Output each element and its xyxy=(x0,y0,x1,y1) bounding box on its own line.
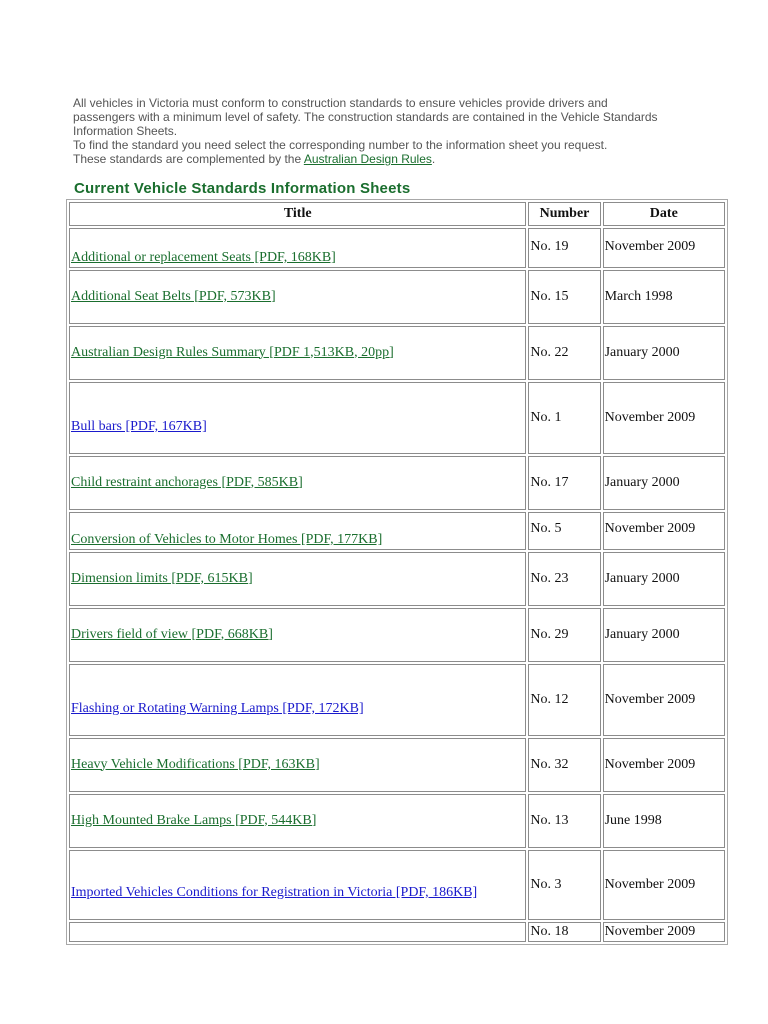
date-cell: January 2000 xyxy=(603,326,725,380)
date-cell: November 2009 xyxy=(603,228,725,268)
sheet-link[interactable]: Conversion of Vehicles to Motor Homes [PDF, 177KB] xyxy=(71,532,383,547)
number-cell: No. 5 xyxy=(528,512,600,550)
date-cell: November 2009 xyxy=(603,738,725,792)
table-row xyxy=(69,270,725,324)
number-cell: No. 23 xyxy=(528,552,600,606)
table-row xyxy=(69,228,725,268)
table-row xyxy=(69,608,725,662)
title-cell xyxy=(69,552,526,606)
table-row xyxy=(69,552,725,606)
sheet-link[interactable]: Child restraint anchorages [PDF, 585KB] xyxy=(71,474,303,490)
title-cell xyxy=(69,326,526,380)
sheet-link[interactable]: Drivers field of view [PDF, 668KB] xyxy=(71,626,273,642)
title-column-header: Title xyxy=(69,202,526,226)
intro-line-1: All vehicles in Victoria must conform to construction standards to ensure vehicles provide drivers and passengers with a minimum level of safety. The construction standards are contained in the Vehicle Standards Information Sheets. xyxy=(73,96,658,138)
number-cell: No. 3 xyxy=(528,850,600,920)
date-cell: November 2009 xyxy=(603,664,725,736)
sheet-link[interactable]: Additional Seat Belts [PDF, 573KB] xyxy=(71,288,276,304)
title-cell xyxy=(69,382,526,454)
table-header-row xyxy=(69,202,725,226)
number-cell: No. 18 xyxy=(528,922,600,942)
sheet-link[interactable]: Additional or replacement Seats [PDF, 168KB] xyxy=(71,250,336,265)
number-cell: No. 1 xyxy=(528,382,600,454)
standards-table xyxy=(66,199,728,945)
title-cell xyxy=(69,512,526,550)
sheet-link[interactable]: Australian Design Rules Summary [PDF 1,513KB, 20pp] xyxy=(71,344,394,360)
number-cell: No. 13 xyxy=(528,794,600,848)
number-cell: No. 29 xyxy=(528,608,600,662)
date-cell: June 1998 xyxy=(603,794,725,848)
number-cell: No. 17 xyxy=(528,456,600,510)
date-cell: January 2000 xyxy=(603,552,725,606)
table-row xyxy=(69,326,725,380)
sheet-link[interactable]: Heavy Vehicle Modifications [PDF, 163KB] xyxy=(71,756,320,772)
table-row xyxy=(69,456,725,510)
date-cell: March 1998 xyxy=(603,270,725,324)
number-cell: No. 12 xyxy=(528,664,600,736)
number-column-header: Number xyxy=(528,202,600,226)
title-cell xyxy=(69,608,526,662)
sheet-link[interactable]: High Mounted Brake Lamps [PDF, 544KB] xyxy=(71,812,317,828)
title-cell xyxy=(69,738,526,792)
title-cell xyxy=(69,270,526,324)
table-row xyxy=(69,664,725,736)
date-column-header: Date xyxy=(603,202,725,226)
table-row xyxy=(69,512,725,550)
intro-line-3-prefix: These standards are complemented by the xyxy=(73,152,304,166)
sheet-link[interactable]: Imported Vehicles Conditions for Registration in Victoria [PDF, 186KB] xyxy=(71,885,478,900)
title-cell xyxy=(69,228,526,268)
number-cell: No. 19 xyxy=(528,228,600,268)
intro-paragraph xyxy=(73,96,673,166)
section-heading: Current Vehicle Standards Information Sheets xyxy=(74,180,411,197)
date-cell: January 2000 xyxy=(603,456,725,510)
date-cell: November 2009 xyxy=(603,512,725,550)
date-cell: November 2009 xyxy=(603,850,725,920)
title-cell xyxy=(69,664,526,736)
sheet-link[interactable]: Flashing or Rotating Warning Lamps [PDF, 172KB] xyxy=(71,701,364,716)
intro-line-2: To find the standard you need select the corresponding number to the information sheet you request. xyxy=(73,138,608,152)
australian-design-rules-link[interactable]: Australian Design Rules xyxy=(303,152,432,166)
table-row xyxy=(69,794,725,848)
date-cell: January 2000 xyxy=(603,608,725,662)
sheet-link[interactable]: Dimension limits [PDF, 615KB] xyxy=(71,570,253,586)
title-cell xyxy=(69,850,526,920)
number-cell: No. 32 xyxy=(528,738,600,792)
table-row xyxy=(69,382,725,454)
title-cell xyxy=(69,794,526,848)
date-cell: November 2009 xyxy=(603,382,725,454)
sheet-link[interactable]: Bull bars [PDF, 167KB] xyxy=(71,419,207,434)
title-cell xyxy=(69,922,526,942)
title-cell xyxy=(69,456,526,510)
intro-text xyxy=(73,96,673,166)
number-cell: No. 22 xyxy=(528,326,600,380)
intro-line-3-suffix: . xyxy=(431,152,436,166)
date-cell: November 2009 xyxy=(603,922,725,942)
number-cell: No. 15 xyxy=(528,270,600,324)
table-row xyxy=(69,922,725,942)
table-row xyxy=(69,850,725,920)
table-row xyxy=(69,738,725,792)
